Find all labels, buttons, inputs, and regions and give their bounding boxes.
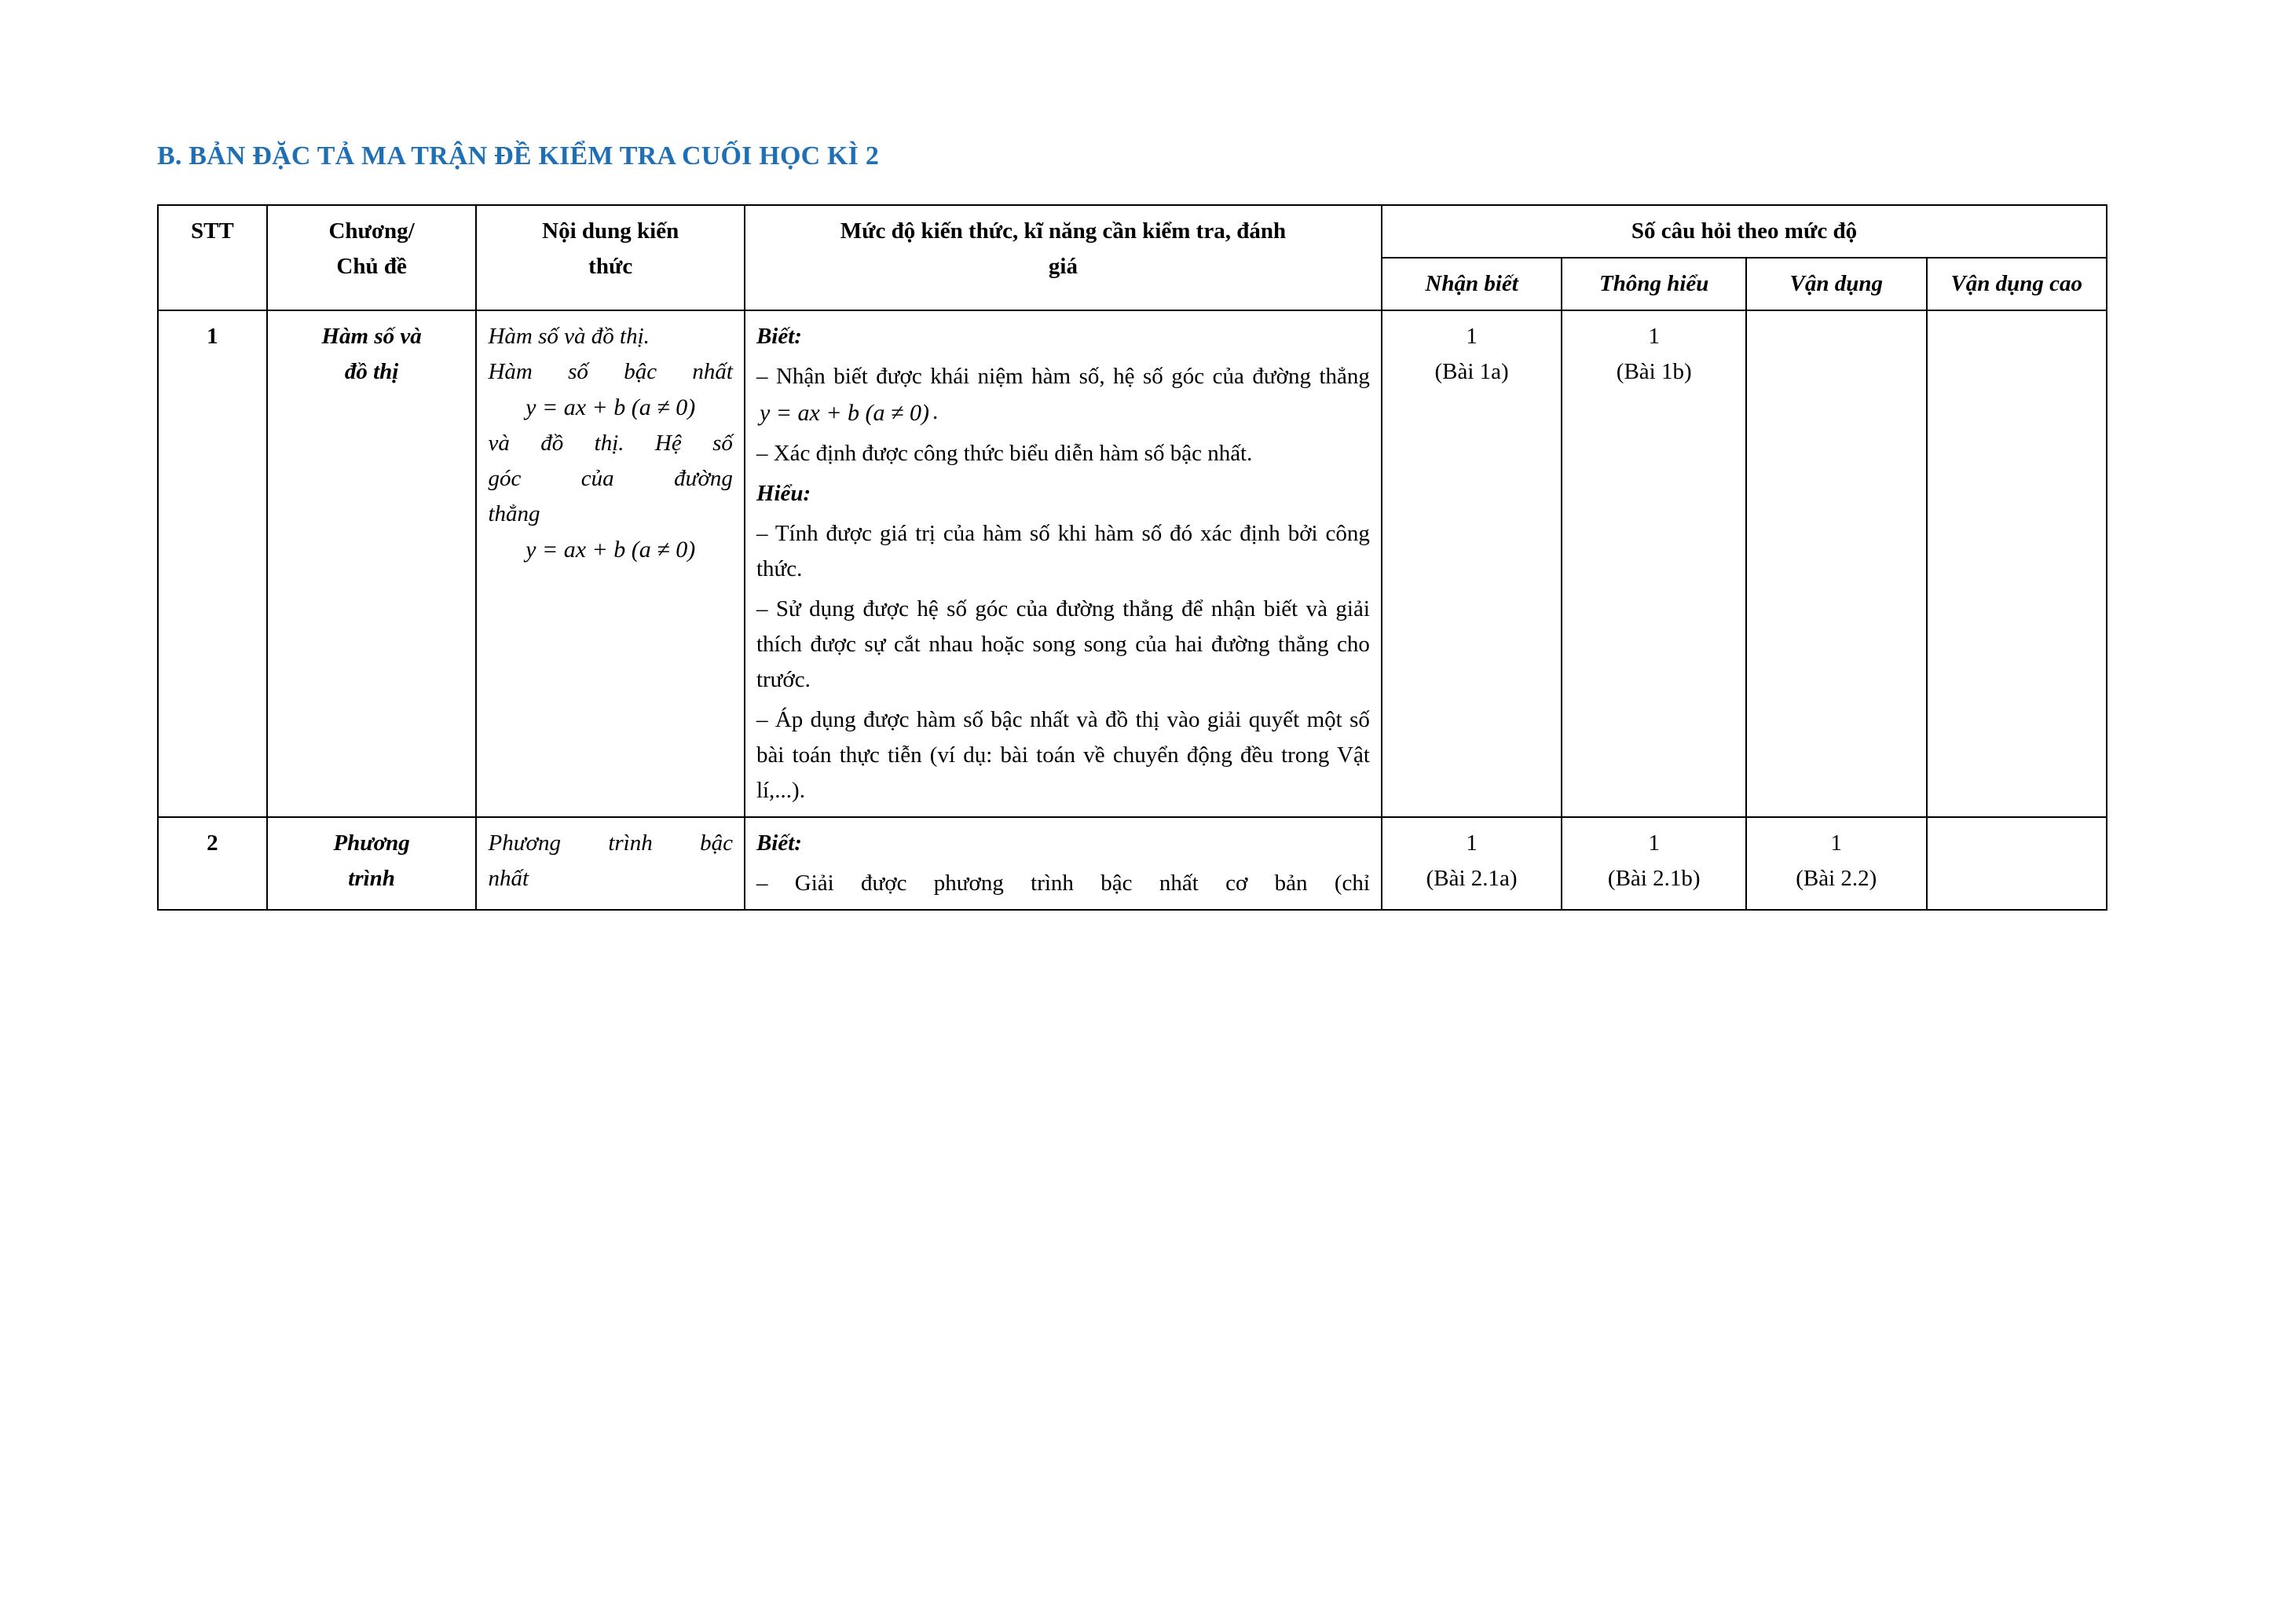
row-2-biet-label: Biết: (756, 830, 802, 856)
row-2-van-dung (1746, 817, 1926, 910)
row-1-hieu-item-3: – Áp dụng được hàm số bậc nhất và đồ thị vào giải quyết một số bài toán thực tiễn (ví dụ: bài toán về chuyển động đều trong Vật lí,...). (756, 706, 1370, 803)
row-1-hieu-item-1: – Tính được giá trị của hàm số khi hàm số đó xác định bởi công thức. (756, 521, 1370, 582)
row-1-thong-hieu (1562, 310, 1746, 817)
spec-matrix-table (157, 204, 2107, 911)
header-chuong-line1: Chương/ (328, 218, 415, 244)
row-1-noidung-line1: Hàm số và đồ thị. (488, 323, 650, 349)
row-1-nhan-biet-count: 1 (1466, 323, 1478, 349)
row-2-noidung (476, 817, 744, 910)
header-socauhoi: Số câu hỏi theo mức độ (1382, 205, 2107, 258)
row-1-mucdo (745, 310, 1382, 817)
row-2-nhan-biet (1382, 817, 1562, 910)
page-title: B. BẢN ĐẶC TẢ MA TRẬN ĐỀ KIỂM TRA CUỐI HỌC KÌ 2 (157, 141, 880, 170)
header-mucdo-line2: giá (1048, 253, 1078, 279)
row-2-noidung-line1: Phương trình bậc (488, 830, 733, 856)
row-2-van-dung-ref: (Bài 2.2) (1796, 865, 1877, 891)
header-noidung-line1: Nội dung kiến (542, 218, 679, 244)
row-1-biet-item-a-formula: y = ax + b (a ≠ 0) (759, 399, 930, 426)
row-2-thong-hieu (1562, 817, 1746, 910)
row-1-thong-hieu-ref: (Bài 1b) (1616, 358, 1692, 384)
row-1-hieu-label: Hiểu: (756, 481, 811, 507)
row-2-mucdo (745, 817, 1382, 910)
row-1-biet-item-a-end: . (932, 398, 939, 424)
row-2-van-dung-cao (1927, 817, 2107, 910)
table-header (158, 205, 2107, 310)
header-mucdo-line1: Mức độ kiến thức, kĩ năng cần kiểm tra, đánh (840, 218, 1287, 244)
row-1-chuong-line2: đồ thị (344, 358, 399, 384)
row-1-van-dung (1746, 310, 1926, 817)
row-1-biet-label: Biết: (756, 323, 802, 349)
row-1-chuong (267, 310, 477, 817)
header-level-nhan-biet: Nhận biết (1382, 258, 1562, 310)
table-row (158, 817, 2107, 910)
row-2-stt: 2 (158, 817, 267, 910)
header-mucdo (745, 205, 1382, 310)
row-1-biet-item-b: – Xác định được công thức biểu diễn hàm số bậc nhất. (756, 441, 1253, 467)
row-1-nhan-biet-ref: (Bài 1a) (1434, 358, 1509, 384)
row-1-noidung-formula-2: y = ax + b (a ≠ 0) (525, 537, 696, 563)
row-1-noidung-formula-1: y = ax + b (a ≠ 0) (525, 394, 696, 420)
row-2-thong-hieu-count: 1 (1648, 830, 1660, 856)
header-level-van-dung-cao: Vận dụng cao (1927, 258, 2107, 310)
row-1-nhan-biet (1382, 310, 1562, 817)
row-1-noidung-line3: và đồ thị. Hệ số (488, 431, 733, 456)
header-chuong-line2: Chủ đề (336, 253, 407, 279)
header-chuong (267, 205, 477, 310)
row-2-biet-item-a: – Giải được phương trình bậc nhất cơ bản (chỉ (756, 870, 1370, 896)
row-2-noidung-line2: nhất (488, 865, 529, 891)
table-header-row-1 (158, 205, 2107, 258)
row-1-thong-hieu-count: 1 (1648, 323, 1660, 349)
row-2-chuong (267, 817, 477, 910)
header-stt: STT (158, 205, 267, 310)
row-2-chuong-line2: trình (348, 865, 395, 891)
row-1-van-dung-cao (1927, 310, 2107, 817)
row-2-thong-hieu-ref: (Bài 2.1b) (1607, 865, 1701, 891)
row-1-noidung-line5: thẳng (488, 501, 540, 527)
header-noidung (476, 205, 744, 310)
row-2-nhan-biet-ref: (Bài 2.1a) (1426, 865, 1518, 891)
row-1-noidung-line4: góc của đường (488, 466, 733, 492)
row-1-noidung (476, 310, 744, 817)
row-1-stt: 1 (158, 310, 267, 817)
table-row (158, 310, 2107, 817)
header-noidung-line2: thức (588, 253, 633, 279)
row-2-van-dung-count: 1 (1830, 830, 1843, 856)
row-1-hieu-item-2: – Sử dụng được hệ số góc của đường thẳng để nhận biết và giải thích được sự cắt nhau hoặc song song của hai đường thẳng cho trước. (756, 596, 1370, 692)
row-1-biet-item-a-text: – Nhận biết được khái niệm hàm số, hệ số góc của đường thẳng (756, 363, 1370, 389)
row-1-chuong-line1: Hàm số và (321, 323, 422, 349)
row-2-chuong-line1: Phương (333, 830, 410, 856)
row-1-biet-item-a (756, 359, 1370, 431)
header-level-thong-hieu: Thông hiểu (1562, 258, 1746, 310)
header-level-van-dung: Vận dụng (1746, 258, 1926, 310)
row-1-noidung-line2: Hàm số bậc nhất (488, 358, 733, 384)
row-2-nhan-biet-count: 1 (1466, 830, 1478, 856)
